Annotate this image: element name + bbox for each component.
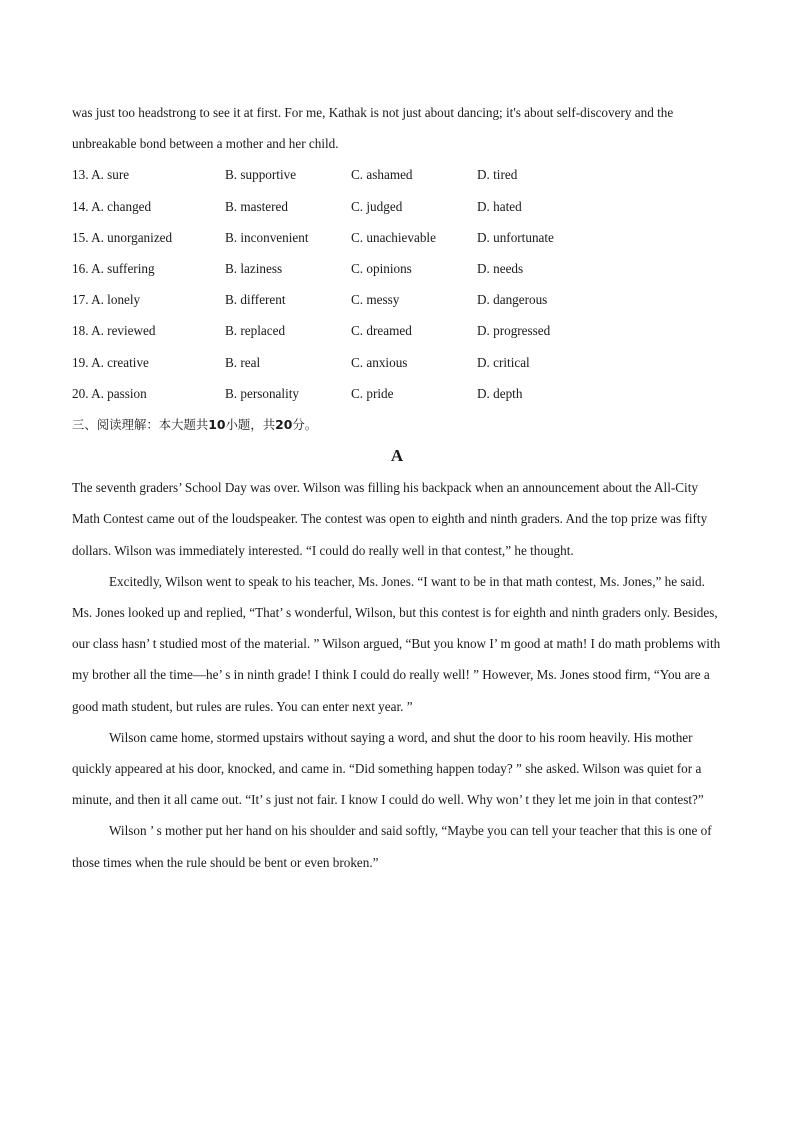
question-num-and-option-a — [72, 191, 225, 222]
option-a: A. sure — [91, 167, 130, 183]
question-row-15 — [72, 222, 722, 253]
option-b: B. laziness — [225, 260, 283, 276]
option-b: B. inconvenient — [225, 229, 309, 245]
question-num-and-option-a — [72, 315, 225, 346]
option-c: C. unachievable — [351, 229, 436, 245]
question-num-and-option-a — [72, 347, 225, 378]
question-num-and-option-a — [72, 159, 225, 190]
option-a: A. suffering — [91, 260, 155, 276]
option-d: D. hated — [477, 198, 522, 214]
section-question-count: 10 — [208, 416, 226, 432]
section-heading-middle: 小题，共 — [225, 416, 276, 432]
option-b: B. replaced — [225, 323, 286, 339]
option-c: C. dreamed — [351, 323, 412, 339]
intro-line-1: was just too headstrong to see it at first. For me, Kathak is not just about dancing; it's about self-discovery and the — [72, 105, 674, 120]
document-page — [72, 97, 722, 878]
question-number: 18. — [72, 323, 89, 339]
question-num-and-option-a — [72, 222, 225, 253]
option-c: C. pride — [351, 385, 394, 401]
option-d: D. unfortunate — [477, 229, 554, 245]
question-row-19 — [72, 347, 722, 378]
question-num-and-option-a — [72, 378, 225, 409]
question-number: 16. — [72, 260, 89, 276]
option-c: C. anxious — [351, 354, 408, 370]
question-number: 20. — [72, 385, 89, 401]
option-c: C. judged — [351, 198, 403, 214]
option-d: D. progressed — [477, 323, 551, 339]
option-b: B. personality — [225, 385, 299, 401]
option-b: B. mastered — [225, 198, 288, 214]
option-c: C. opinions — [351, 260, 412, 276]
question-row-17 — [72, 284, 722, 315]
section-heading — [72, 409, 722, 440]
option-a: A. lonely — [91, 292, 141, 308]
option-d: D. needs — [477, 260, 524, 276]
question-row-14 — [72, 191, 722, 222]
option-d: D. depth — [477, 385, 523, 401]
option-c: C. messy — [351, 292, 400, 308]
option-d: D. tired — [477, 167, 518, 183]
question-number: 13. — [72, 167, 89, 183]
option-d: D. dangerous — [477, 292, 548, 308]
passage-paragraph-3: Wilson came home, stormed upstairs without saying a word, and shut the door to his room heavily. His mother quickly appeared at his door, knocked, and came in. “Did something happen today? ” she asked. Wilson was quiet for a minute, and then it all came out. “It’ s just not fair. I know I could do well. Why won’ t they let me join in that contest?” — [72, 729, 704, 808]
question-options — [72, 159, 722, 409]
passage-title: A — [390, 446, 404, 466]
intro-line-2: unbreakable bond between a mother and her child. — [72, 136, 339, 152]
section-heading-prefix: 三、阅读理解：本大题共 — [72, 416, 209, 432]
option-b: B. supportive — [225, 167, 297, 183]
option-b: B. real — [225, 354, 261, 370]
option-d: D. critical — [477, 354, 530, 370]
option-b: B. different — [225, 292, 286, 308]
section-heading-suffix: 分。 — [292, 416, 318, 432]
section-points: 20 — [275, 416, 293, 432]
question-number: 14. — [72, 198, 89, 214]
passage-paragraph-1: The seventh graders’ School Day was over. Wilson was filling his backpack when an announcement about the All-City Math Contest came out of the loudspeaker. The contest was open to eighth and ninth graders. And the top prize was fifty dollars. Wilson was immediately interested. “I could do really well in that contest,” he thought. — [72, 480, 708, 558]
question-row-20 — [72, 378, 722, 409]
option-a: A. changed — [91, 198, 152, 214]
question-num-and-option-a — [72, 284, 225, 315]
option-c: C. ashamed — [351, 167, 413, 183]
option-a: A. creative — [91, 354, 149, 370]
passage-paragraph-2: Excitedly, Wilson went to speak to his teacher, Ms. Jones. “I want to be in that math contest, Ms. Jones,” he said. Ms. Jones looked up and replied, “That’ s wonderful, Wilson, but this contest is for eighth and ninth graders only. Besides, our class hasn’ t studied most of the material. ” Wilson argued, “But you know I’ m good at math! I do math problems with my brother all the time—he’ s in ninth grade! I think I could do really well! ” However, Ms. Jones stood firm, “You are a good math student, but rules are rules. You can enter next year. ” — [72, 573, 721, 714]
question-num-and-option-a — [72, 253, 225, 284]
question-number: 19. — [72, 354, 89, 370]
question-number: 17. — [72, 292, 89, 308]
question-number: 15. — [72, 229, 89, 245]
question-row-18 — [72, 315, 722, 346]
option-a: A. unorganized — [91, 229, 173, 245]
option-a: A. passion — [91, 385, 147, 401]
option-a: A. reviewed — [91, 323, 156, 339]
question-row-13 — [72, 159, 722, 190]
passage-paragraph-4: Wilson ’ s mother put her hand on his shoulder and said softly, “Maybe you can tell your teacher that this is one of those times when the rule should be bent or even broken.” — [72, 823, 712, 870]
question-row-16 — [72, 253, 722, 284]
